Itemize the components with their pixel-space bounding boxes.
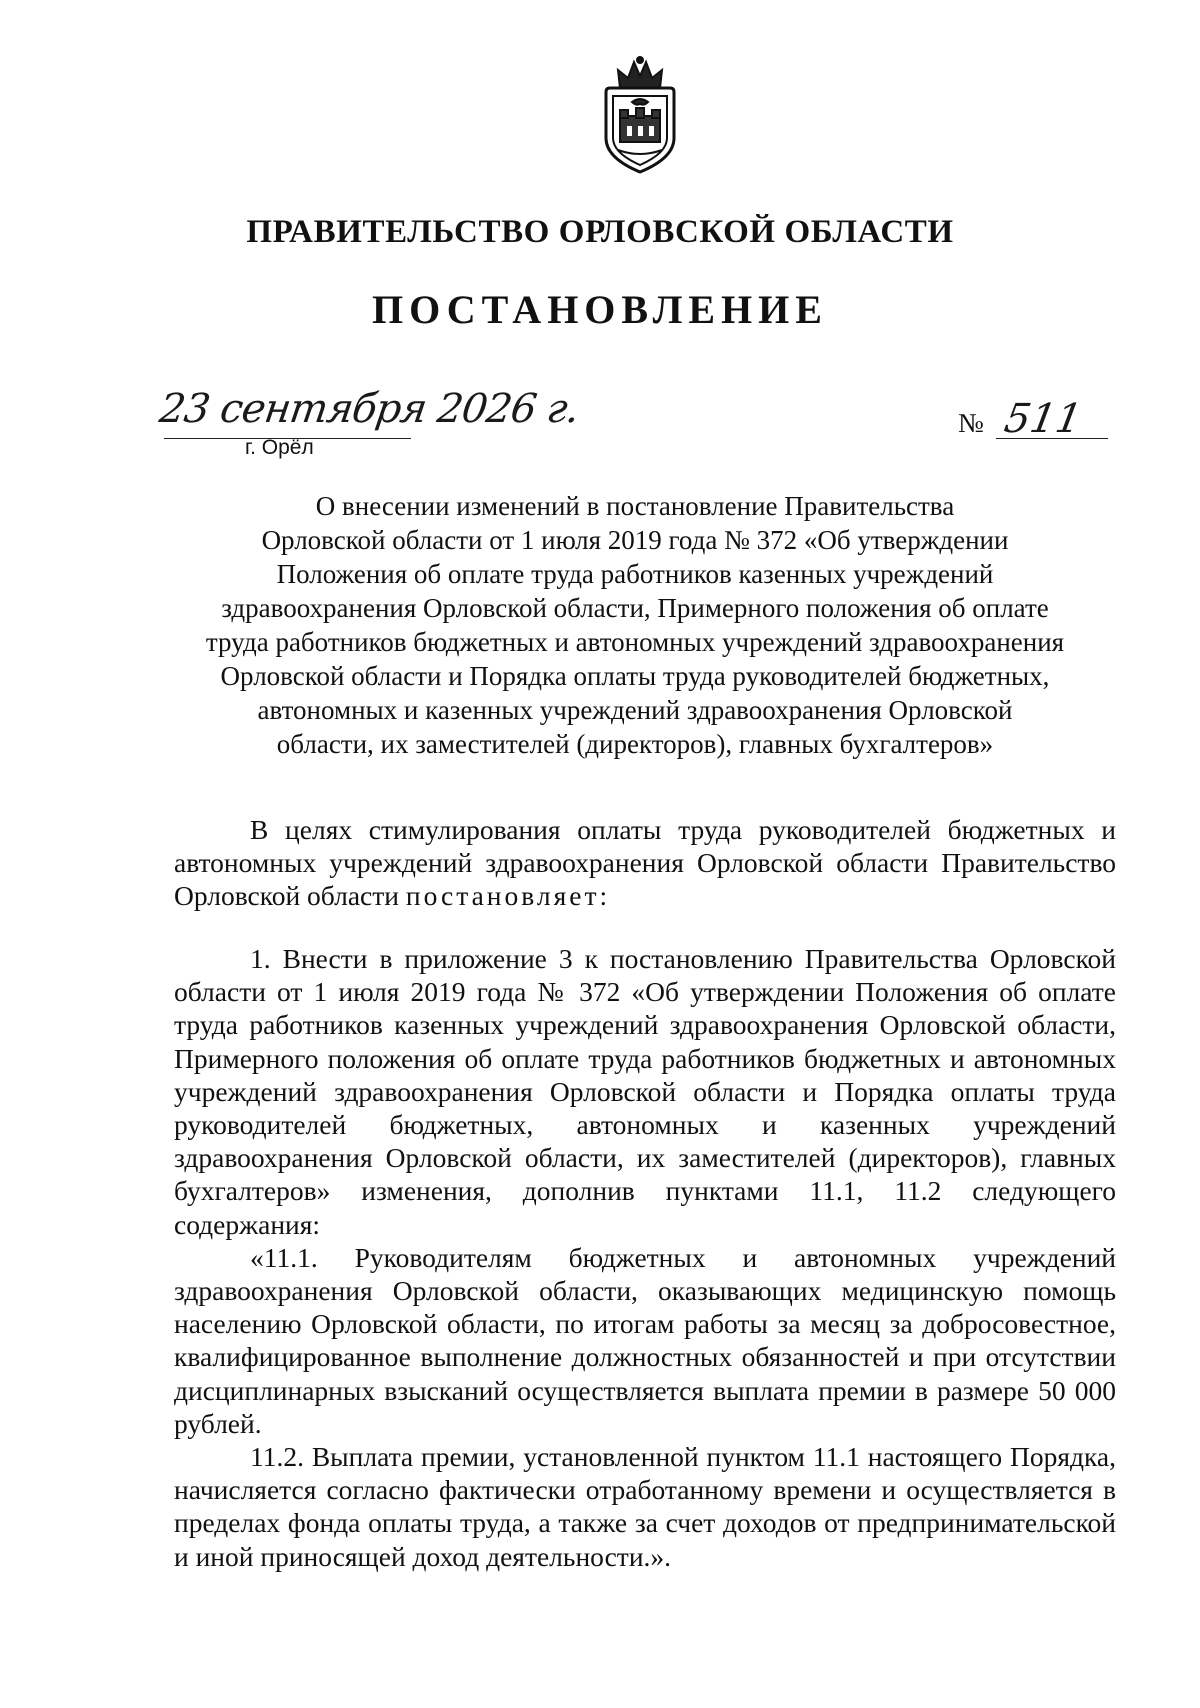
item-paragraph: «11.1. Руководителям бюджетных и автономных учреждений здравоохранения Орловской области, оказывающих медицинскую помощь населению Орловской области, по итогам работы за месяц за добросовестное, квалифицированное выполнение должностных обязанностей и при отсутствии дисциплинарных взысканий осуществляется выплата премии в размере 50 000 рублей. bbox=[174, 1241, 1116, 1439]
number-label: № bbox=[958, 408, 984, 438]
subject-line: Орловской области от 1 июля 2019 года № 372 «Об утверждении bbox=[261, 525, 1009, 555]
document-type-heading: ПОСТАНОВЛЕНИЕ bbox=[372, 287, 828, 332]
item-paragraph: 11.2. Выплата премии, установленной пунктом 11.1 настоящего Порядка, начисляется согласно фактически отработанному времени и осуществляется в пределах фонда оплаты труда, а также за счет доходов от предпринимательской и иной приносящей доход деятельности.». bbox=[174, 1441, 1116, 1572]
resolution-body bbox=[174, 942, 1116, 1573]
preamble-paragraph bbox=[174, 813, 1116, 913]
item-paragraph: 1. Внести в приложение 3 к постановлению Правительства Орловской области от 1 июля 2019 года № 372 «Об утверждении Положения об оплате труда работников казенных учреждений здравоохранения Орловской области, Примерного положения об оплате труда работников бюджетных и автономных учреждений здравоохранения Орловской области и Порядка оплаты труда руководителей бюджетных, автономных и казенных учреждений здравоохранения Орловской области, их заместителей (директоров), главных бухгалтеров» изменения, дополнив пунктами 11.1, 11.2 следующего содержания: bbox=[174, 943, 1116, 1240]
subject-line: Положения об оплате труда работников казенных учреждений bbox=[276, 559, 994, 589]
subject-line: труда работников бюджетных и автономных учреждений здравоохранения bbox=[205, 627, 1065, 657]
document-subject bbox=[170, 489, 1100, 761]
subject-line: О внесении изменений в постановление Правительства bbox=[315, 491, 955, 521]
handwritten-number: 511 bbox=[1000, 396, 1086, 442]
number-underline bbox=[996, 438, 1108, 439]
handwritten-date: 23 сентября 2026 г. bbox=[156, 386, 582, 432]
city-label: г. Орёл bbox=[245, 436, 314, 459]
organization-title: ПРАВИТЕЛЬСТВО ОРЛОВСКОЙ ОБЛАСТИ bbox=[246, 214, 954, 250]
coat-of-arms-emblem bbox=[598, 54, 682, 176]
subject-line: автономных и казенных учреждений здравоохранения Орловской bbox=[257, 695, 1013, 725]
subject-line: Орловской области и Порядка оплаты труда руководителей бюджетных, bbox=[220, 661, 1050, 691]
subject-line: области, их заместителей (директоров), главных бухгалтеров» bbox=[276, 729, 994, 759]
preamble-text: В целях стимулирования оплаты труда руководителей бюджетных и автономных учреждений здравоохранения Орловской области Правительство Орловской области bbox=[174, 814, 1116, 912]
preamble bbox=[174, 813, 1116, 913]
preamble-verb: постановляет: bbox=[405, 880, 611, 912]
subject-line: здравоохранения Орловской области, Примерного положения об оплате bbox=[221, 593, 1049, 623]
